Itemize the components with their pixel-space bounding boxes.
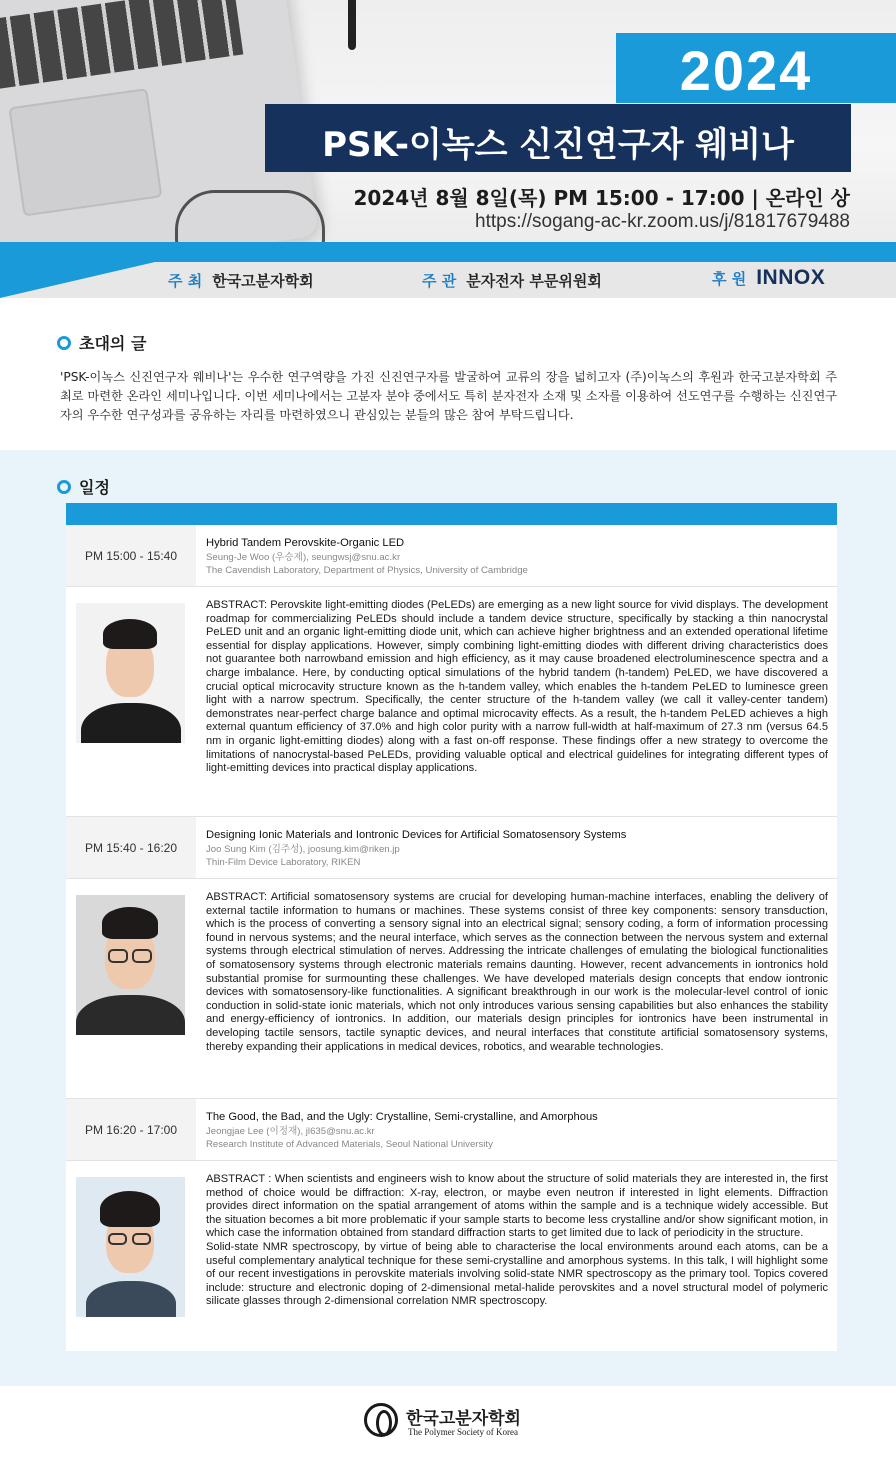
talk-2-abstract: ABSTRACT: Artificial somatosensory systems are crucial for developing human-machine interfaces, enabling the delivery of external tactile information to humans or machines. These systems consist of three key components: sensory transduction, which is the process of converting a sensory signal into an electrical signal; sensory coding, a form of information processing found in nervous systems; and the neural interface, which serves as the connection between the nervous system and external systems through electrical stimulation of nerves. Addressing the intricate challenges of emulating the biological functionalities of somatosensory systems through electronic materials remains daunting. However, recent advancements in iontronics hold substantial promise for surmounting these challenges. We have developed materials design concepts that endow iontronic devices with somatosensory-like functionalities. A significant breakthrough in our work is the molecular-level control of ionic conduction in solid-state ionic materials, which not only introduces various sensing capabilities but also enhances the stability and energy-efficiency of iontronics. In addition, our materials design principles for iontronics have been instrumental in developing tactile sensors, tactile synaptic devices, and neural interfaces that constitute artificial somatosensory systems, thereby expanding their applications in medical devices, robotics, and wearable technologies. bbox=[206, 891, 828, 1053]
talk-2-title: Designing Ionic Materials and Iontronic Devices for Artificial Somatosensory Systems bbox=[206, 829, 627, 841]
sponsor bbox=[712, 266, 825, 290]
talk-3-speaker-photo bbox=[76, 1177, 185, 1317]
talk-3-affiliation: Research Institute of Advanced Materials, Seoul National University bbox=[206, 1139, 493, 1150]
talk-3-title: The Good, the Bad, and the Ugly: Crystalline, Semi-crystalline, and Amorphous bbox=[206, 1111, 598, 1123]
polymer-society-logo-icon bbox=[364, 1403, 398, 1437]
talk-3-abstract-p2: Solid-state NMR spectroscopy, by virtue of being able to characterise the local environments around each atoms, can be a useful complementary analytical technique for these semi-crystalline and amorphous systems. In this talk, I will highlight some of our recent investigations in perovskite materials involving solid-state NMR spectroscopy as the primary tool. Topics covered include: structure and electronic doping of 2-dimensional metal-halide perovskites and a novel structural model of polymeric silicate glasses through 2-dimensional correlation NMR spectroscopy. bbox=[206, 1240, 828, 1308]
zoom-link[interactable]: https://sogang-ac-kr.zoom.us/j/81817679488 bbox=[475, 211, 850, 232]
talk-1-time: PM 15:00 - 15:40 bbox=[66, 525, 196, 586]
invitation-heading-text: 초대의 글 bbox=[79, 334, 147, 353]
talk-2-abstract-row bbox=[66, 879, 837, 1099]
organizer-label: 주 관 bbox=[422, 272, 457, 290]
sponsor-label: 후 원 bbox=[712, 270, 747, 288]
sponsor-bar-stripe bbox=[0, 242, 896, 262]
talk-2-affiliation: Thin-Film Device Laboratory, RIKEN bbox=[206, 857, 361, 868]
talk-3-abstract-row bbox=[66, 1161, 837, 1351]
talk-3-abstract bbox=[206, 1173, 828, 1309]
host bbox=[168, 270, 314, 291]
talk-1-title: Hybrid Tandem Perovskite-Organic LED bbox=[206, 537, 405, 549]
event-dateline: 2024년 8월 8일(목) PM 15:00 - 17:00 | 온라인 상 bbox=[353, 186, 850, 210]
talk-2-header bbox=[66, 817, 837, 879]
talk-1-info bbox=[206, 535, 831, 577]
footer-org-korean: 한국고분자학회 bbox=[406, 1409, 521, 1429]
talk-3-abstract-p1: ABSTRACT : When scientists and engineers wish to know about the structure of solid materials they are interested in, the first method of choice would be diffraction: X-ray, electron, or maybe even neutron if interested in light elements. Diffraction provides direct information on the spatial arrangement of atoms within the sample and is a technique widely accessible. But the situation becomes a bit more problematic if your sample starts to become less crystalline and/or show significant motion, in which case the information obtained from standard diffraction starts to get limited due to lack of periodicity in the structure. bbox=[206, 1173, 828, 1240]
talk-2-time: PM 15:40 - 16:20 bbox=[66, 817, 196, 878]
talk-2-info bbox=[206, 827, 831, 869]
talk-3-header bbox=[66, 1099, 837, 1161]
talk-3-speaker: Jeongjae Lee (이정재), jl635@snu.ac.kr bbox=[206, 1126, 375, 1137]
talk-1-abstract: ABSTRACT: Perovskite light-emitting diodes (PeLEDs) are emerging as a new light source for vivid displays. The development roadmap for commercializing PeLEDs should include a tandem device structure, specifically by stacking a thin nanocrystal PeLED unit and an organic light-emitting diode unit, which can achieve higher brightness and an extended operational lifetime essential for display applications. However, simply combining light-emitting diodes with different driving characteristics does not guarantee both narrowband emission and high efficiency, as it may cause broadened electroluminescence spectra and a charge imbalance. Here, by conducting optical simulations of the hybrid tandem (h-tandem) PeLED, we have discovered a crucial optical microcavity structure known as the h-tandem valley, which enables the h-tandem PeLED to luminesce green light with a narrow spectrum. Specifically, the center structure of the h-tandem valley (we call it valley-center tandem) demonstrates near-perfect charge balance and optimal microcavity effects. As a result, the h-tandem PeLED achieves a high external quantum efficiency of 37.0% and high color purity with a narrow full-width at half-maximum of 27.3 nm (versus 64.5 nm in organic light-emitting diodes) along with a fast on-off response. These findings offer a new strategy to overcome the limitations of nanocrystal-based PeLEDs, providing valuable optical and electrical guidelines for integrating different types of light-emitting devices into practical display applications. bbox=[206, 599, 828, 775]
trackpad-image bbox=[8, 88, 162, 216]
talk-3-info bbox=[206, 1109, 831, 1151]
event-title: PSK-이녹스 신진연구자 웨비나 bbox=[322, 125, 794, 165]
organizer-name: 분자전자 부문위원회 bbox=[466, 272, 602, 290]
talk-1-header bbox=[66, 525, 837, 587]
footer-org-english: The Polymer Society of Korea bbox=[408, 1427, 518, 1437]
invitation-heading bbox=[57, 331, 146, 354]
talk-1-affiliation: The Cavendish Laboratory, Department of Physics, University of Cambridge bbox=[206, 565, 528, 576]
talk-1-speaker-photo bbox=[76, 603, 185, 743]
talk-1-speaker: Seung-Je Woo (우승제), seungwsj@snu.ac.kr bbox=[206, 552, 401, 563]
invitation-body: 'PSK-이녹스 신진연구자 웨비나'는 우수한 연구역량을 가진 신진연구자를 발굴하여 교류의 장을 넓히고자 (주)이녹스의 후원과 한국고분자학회 주최로 마련한 온라인 세미나입니다. 이번 세미나에서는 고분자 분야 중에서도 특히 분자전자 소재 및 소자를 이용하여 선도연구를 수행하는 신진연구자의 우수한 연구성과를 공유하는 자리를 마련하였으니 관심있는 분들의 많은 참여 부탁드립니다. bbox=[60, 370, 837, 422]
host-label: 주 최 bbox=[168, 272, 203, 290]
table-header bbox=[66, 503, 837, 525]
host-name: 한국고분자학회 bbox=[212, 272, 314, 290]
talk-2-speaker-photo bbox=[76, 895, 185, 1035]
glasses-image bbox=[175, 190, 325, 245]
talk-2-speaker: Joo Sung Kim (김주성), joosung.kim@riken.jp bbox=[206, 844, 400, 855]
organizer bbox=[422, 270, 602, 291]
innox-logo: INNOX bbox=[756, 266, 826, 289]
schedule-table bbox=[66, 503, 837, 1351]
keyboard-image bbox=[0, 0, 243, 89]
schedule-heading bbox=[57, 475, 110, 498]
circle-bullet-icon bbox=[57, 336, 71, 350]
pen-image bbox=[348, 0, 356, 50]
circle-bullet-icon bbox=[57, 480, 71, 494]
talk-1-abstract-row bbox=[66, 587, 837, 817]
talk-3-time: PM 16:20 - 17:00 bbox=[66, 1099, 196, 1160]
sponsor-bar-accent bbox=[0, 262, 155, 298]
event-year: 2024 bbox=[679, 39, 813, 102]
schedule-heading-text: 일정 bbox=[79, 478, 110, 497]
